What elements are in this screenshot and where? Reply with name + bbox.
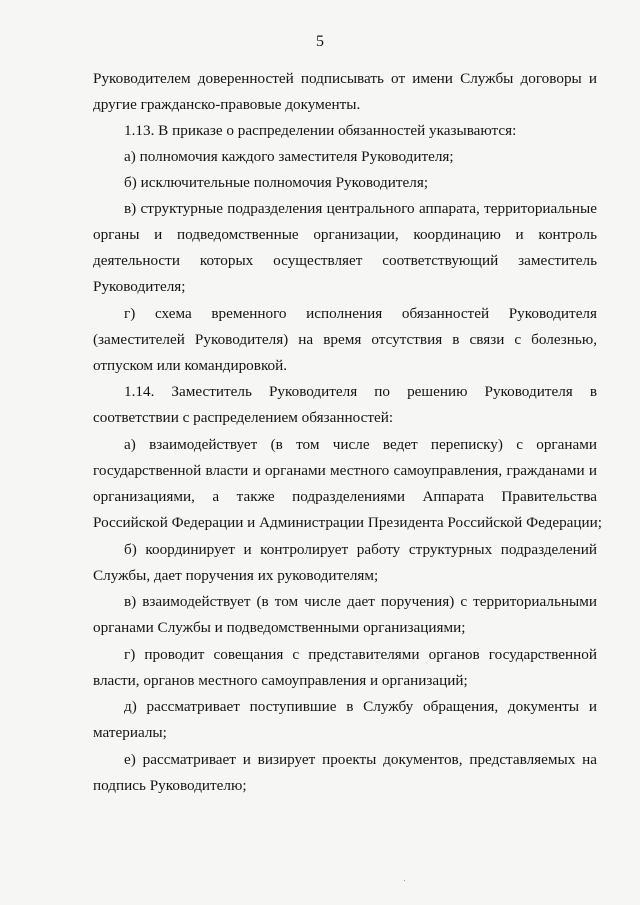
text-line: (заместителей Руководителя) на время отсутствия в связи с болезнью,	[93, 331, 597, 348]
text-line: соответствии с распределением обязанностей:	[93, 409, 394, 426]
text-line: подпись Руководителю;	[93, 777, 247, 794]
text-line: Российской Федерации и Администрации Президента Российской Федерации;	[93, 514, 603, 531]
text-line: б) координирует и контролирует работу структурных подразделений	[124, 541, 597, 558]
text-line: организациями, а также подразделениями Аппарата Правительства	[93, 488, 597, 505]
text-line: 1.14. Заместитель Руководителя по решению Руководителя в	[124, 383, 597, 400]
text-line: а) взаимодействует (в том числе ведет переписку) с органами	[124, 436, 597, 453]
text-line: е) рассматривает и визирует проекты документов, представляемых на	[124, 751, 597, 768]
text-line: Руководителя;	[93, 278, 186, 295]
text-line: Службы, дает поручения их руководителям;	[93, 567, 379, 584]
scan-speck	[404, 880, 405, 881]
text-line: материалы;	[93, 724, 167, 741]
text-line: д) рассматривает поступившие в Службу обращения, документы и	[124, 698, 597, 715]
text-line: власти, органов местного самоуправления и организаций;	[93, 672, 468, 689]
text-line: г) схема временного исполнения обязанностей Руководителя	[124, 305, 597, 322]
text-line: в) структурные подразделения центрального аппарата, территориальные	[124, 200, 597, 217]
text-line: 1.13. В приказе о распределении обязанностей указываются:	[124, 122, 517, 139]
text-line: органами Службы и подведомственными организациями;	[93, 619, 466, 636]
text-line: Руководителем доверенностей подписывать от имени Службы договоры и	[93, 70, 597, 87]
text-line: органы и подведомственные организации, координацию и контроль	[93, 226, 597, 243]
page-number: 5	[316, 33, 324, 50]
text-line: г) проводит совещания с представителями органов государственной	[124, 646, 597, 663]
text-line: б) исключительные полномочия Руководителя;	[124, 174, 429, 191]
text-line: деятельности которых осуществляет соответствующий заместитель	[93, 252, 597, 269]
text-line: государственной власти и органами местного самоуправления, гражданами и	[93, 462, 597, 479]
text-line: другие гражданско-правовые документы.	[93, 96, 361, 113]
text-line: а) полномочия каждого заместителя Руководителя;	[124, 148, 454, 165]
text-line: в) взаимодействует (в том числе дает поручения) с территориальными	[124, 593, 597, 610]
text-line: отпуском или командировкой.	[93, 357, 288, 374]
